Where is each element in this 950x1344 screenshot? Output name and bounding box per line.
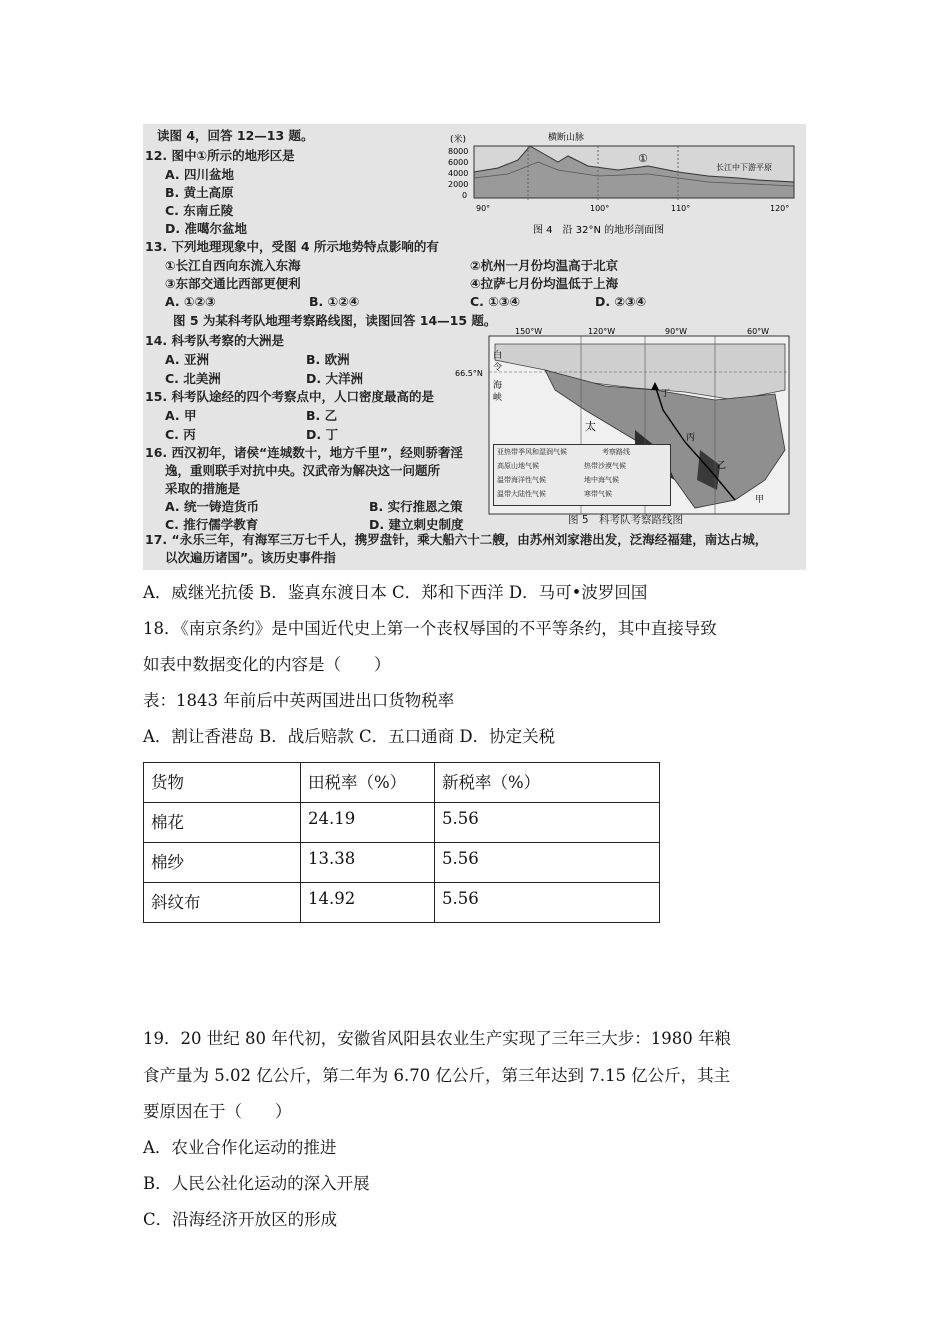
- fig5-legend-item: 高原山地气候: [497, 462, 539, 470]
- q15-option-c: C. 丙: [165, 427, 196, 442]
- fig5-legend-item: 地中海气候: [584, 476, 619, 484]
- q14-option-b: B. 欧洲: [306, 352, 350, 367]
- table-header-row: [144, 763, 660, 803]
- fig4-range-label: 横断山脉: [548, 133, 585, 143]
- table-cell: 斜纹布: [144, 883, 301, 923]
- fig4-intro: 读图 4，回答 12—13 题。: [157, 128, 314, 143]
- q19-option-b: B．人民公社化运动的深入开展: [143, 1174, 370, 1193]
- fig5-point-label: 甲: [755, 495, 765, 505]
- tax-rate-table: [143, 762, 660, 923]
- fig5-lon-label: 120°W: [588, 327, 616, 336]
- fig4-ytick: 4000: [448, 169, 469, 178]
- q13-item-1: ①长江自西向东流入东海: [165, 258, 301, 273]
- table-row: [144, 883, 660, 923]
- q16-option-c: C. 推行儒学教育: [165, 517, 259, 532]
- fig5-ocean-label: 太: [585, 420, 596, 433]
- q13-item-3: ③东部交通比西部更便利: [165, 276, 301, 291]
- table-cell: 棉纱: [144, 843, 301, 883]
- table-cell: 14.92: [301, 883, 435, 923]
- q15-option-d: D. 丁: [306, 427, 338, 442]
- table-cell: 5.56: [435, 803, 660, 843]
- q15-option-b: B. 乙: [306, 408, 338, 423]
- q16-line-2: 逸，重则联手对抗中央。汉武帝为解决这一问题所: [165, 463, 441, 478]
- q19-option-a: A．农业合作化运动的推进: [143, 1138, 337, 1157]
- fig4-plain-label: 长江中下游平原: [716, 163, 772, 172]
- scanned-exam-image: [143, 124, 806, 570]
- q13-option-a: A. ①②③: [165, 294, 216, 309]
- fig5-sea-label: 峡: [493, 393, 503, 403]
- fig4-xtick: 100°: [590, 204, 610, 213]
- fig4-xtick: 90°: [476, 204, 491, 213]
- fig4-ytick: 2000: [448, 180, 469, 189]
- fig5-lon-label: 60°W: [747, 327, 770, 336]
- fig5-lon-label: 90°W: [665, 327, 688, 336]
- fig4-terrain-profile: [448, 132, 798, 244]
- fig5-sea-label: 海: [493, 381, 503, 391]
- table-header-cell: 田税率（%）: [301, 763, 435, 803]
- fig5-lon-label: 150°W: [515, 327, 543, 336]
- q16-option-d: D. 建立刺史制度: [369, 517, 464, 532]
- q17-options: A．威继光抗倭 B．鉴真东渡日本 C．郑和下西洋 D．马可•波罗回国: [143, 583, 648, 602]
- table-header-cell: 新税率（%）: [435, 763, 660, 803]
- q12-option-c: C. 东南丘陵: [165, 203, 234, 218]
- fig4-ytick: 0: [462, 191, 468, 200]
- q16-option-b: B. 实行推恩之策: [369, 499, 463, 514]
- fig4-xtick: 120°: [770, 204, 790, 213]
- table-row: [144, 843, 660, 883]
- fig5-point-label: 丙: [686, 433, 696, 443]
- fig5-legend-item: 温带海洋性气候: [497, 476, 546, 484]
- q18-line-1: 18．《南京条约》是中国近代史上第一个丧权辱国的不平等条约，其中直接导致: [143, 619, 717, 638]
- fig4-xtick: 110°: [671, 204, 691, 213]
- q16-line-1: 16. 西汉初年，诸侯“连城数十，地方千里”，经则骄奢淫: [145, 445, 463, 460]
- fig5-lat-label: 66.5°N: [455, 369, 483, 378]
- table-cell: 13.38: [301, 843, 435, 883]
- q14-option-c: C. 北美洲: [165, 371, 221, 386]
- fig4-marker: ①: [638, 152, 648, 165]
- q19-line-3: 要原因在于（ ）: [143, 1102, 292, 1121]
- q14-option-a: A. 亚洲: [165, 352, 210, 367]
- fig4-caption: 图 4 沿 32°N 的地形剖面图: [533, 225, 665, 236]
- q12-option-d: D. 准噶尔盆地: [165, 221, 247, 236]
- q13-item-4: ④拉萨七月份均温低于上海: [470, 276, 619, 291]
- table-row: [144, 803, 660, 843]
- q19-line-1: 19．20 世纪 80 年代初，安徽省风阳县农业生产实现了三年三大步：1980 年粮: [143, 1029, 731, 1048]
- q13-item-2: ②杭州一月份均温高于北京: [470, 258, 619, 273]
- q14-option-d: D. 大洋洲: [306, 371, 363, 386]
- q19-line-2: 食产量为 5.02 亿公斤，第二年为 6.70 亿公斤，第三年达到 7.15 亿公斤，其主: [143, 1066, 731, 1085]
- fig5-point-label: 乙: [717, 461, 727, 471]
- q13-option-c: C. ①③④: [470, 294, 521, 309]
- fig5-legend: [493, 444, 671, 506]
- q17-line-1: 17. “永乐三年，有海军三万七千人，携罗盘针，乘大船六十二艘，由苏州刘家港出发，泛海经福建，南达占城，: [145, 532, 768, 547]
- table-cell: 24.19: [301, 803, 435, 843]
- fig5-point-label: 丁: [661, 389, 671, 399]
- table-cell: 棉花: [144, 803, 301, 843]
- table-cell: 5.56: [435, 843, 660, 883]
- q12-option-a: A. 四川盆地: [165, 167, 235, 182]
- table-cell: 5.56: [435, 883, 660, 923]
- q13-option-b: B. ①②④: [309, 294, 360, 309]
- fig4-ytick: 6000: [448, 158, 469, 167]
- q13-stem: 13. 下列地理现象中，受图 4 所示地势特点影响的有: [145, 239, 439, 254]
- fig5-legend-item: 考察路线: [602, 448, 630, 456]
- fig5-sea-label: 白: [493, 351, 503, 361]
- fig5-caption: 图 5 科考队考察路线图: [568, 514, 684, 526]
- q19-option-c: C．沿海经济开放区的形成: [143, 1210, 338, 1229]
- q14-stem: 14. 科考队考察的大洲是: [145, 333, 284, 348]
- fig5-legend-item: 温带大陆性气候: [497, 490, 546, 498]
- fig5-intro: 图 5 为某科考队地理考察路线图，读图回答 14—15 题。: [173, 313, 497, 328]
- table-header-cell: 货物: [144, 763, 301, 803]
- q18-line-2: 如表中数据变化的内容是（ ）: [143, 655, 391, 674]
- q16-line-3: 采取的措施是: [165, 481, 241, 496]
- fig5-legend-item: 热带沙漠气候: [584, 462, 626, 470]
- q15-option-a: A. 甲: [165, 408, 197, 423]
- fig5-legend-item: 亚热带季风和湿润气候: [497, 448, 567, 456]
- q13-option-d: D. ②③④: [595, 294, 647, 309]
- fig4-ytick: 8000: [448, 147, 469, 156]
- q12-stem: 12. 图中①所示的地形区是: [145, 148, 295, 163]
- q17-line-2: 以次遍历诸国”。该历史事件指: [165, 550, 336, 565]
- q18-table-caption: 表：1843 年前后中英两国进出口货物税率: [143, 691, 455, 710]
- q18-options: A．割让香港岛 B．战后赔款 C．五口通商 D．协定关税: [143, 727, 556, 746]
- fig4-unit: (米): [450, 135, 467, 145]
- fig5-sea-label: 令: [493, 363, 503, 373]
- q16-option-a: A. 统一铸造货币: [165, 499, 260, 514]
- q15-stem: 15. 科考队途经的四个考察点中，人口密度最高的是: [145, 389, 434, 404]
- fig5-legend-item: 寒带气候: [584, 490, 612, 498]
- q12-option-b: B. 黄土高原: [165, 185, 234, 200]
